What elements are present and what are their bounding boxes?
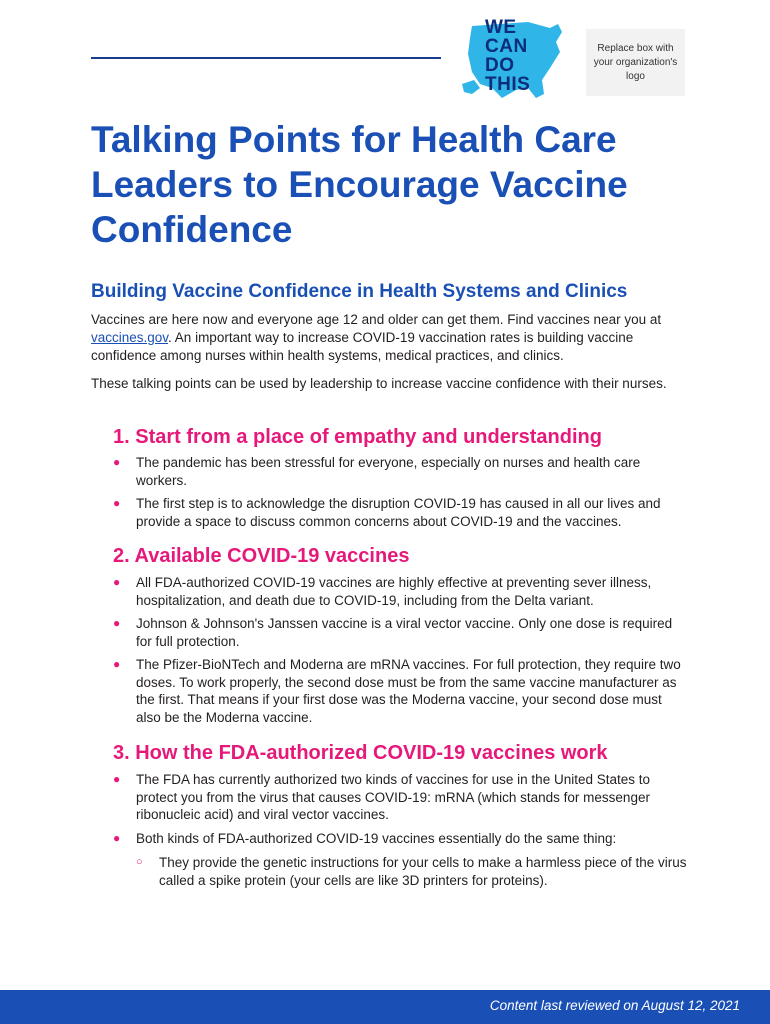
intro-text-start: Vaccines are here now and everyone age 12 and older can get them. Find vaccines near you at bbox=[91, 312, 662, 327]
bullet-icon: ● bbox=[113, 496, 121, 510]
bullet-text: Johnson & Johnson's Janssen vaccine is a viral vector vaccine. Only one dose is required for full protection. bbox=[136, 616, 673, 649]
list-item bbox=[113, 615, 683, 650]
page-title: Talking Points for Health Care Leaders to Encourage Vaccine Confidence bbox=[91, 119, 628, 250]
logo-line-do: DO bbox=[485, 55, 515, 76]
logo-line-we: WE bbox=[485, 17, 517, 38]
list-item bbox=[113, 454, 683, 489]
last-reviewed-text: Content last reviewed on August 12, 2021 bbox=[489, 998, 740, 1013]
sub-bullet-text: They provide the genetic instructions for your cells to make a harmless piece of the virus called a spike protein (your cells are like 3D printers for proteins). bbox=[159, 855, 687, 888]
section-heading-2: 2. Available COVID-19 vaccines bbox=[113, 545, 410, 567]
sub-list-item bbox=[136, 854, 699, 889]
list-item bbox=[113, 771, 683, 824]
logo-wordmark bbox=[485, 18, 530, 94]
intro-paragraph-2: These talking points can be used by leadership to increase vaccine confidence with their nurses. bbox=[91, 376, 667, 391]
bullet-text: The pandemic has been stressful for everyone, especially on nurses and health care workers. bbox=[136, 455, 641, 488]
section-2-list bbox=[113, 574, 683, 732]
bullet-text: All FDA-authorized COVID-19 vaccines are highly effective at preventing sever illness, hospitalization, and death due to COVID-19, including from the Delta variant. bbox=[136, 575, 652, 608]
list-item bbox=[113, 656, 683, 726]
bullet-text: The first step is to acknowledge the disruption COVID-19 has caused in all our lives and provide a space to discuss common concerns about COVID-19 and the vaccines. bbox=[136, 496, 661, 529]
list-item bbox=[113, 574, 683, 609]
bullet-icon: ● bbox=[113, 657, 121, 671]
section-heading-3: 3. How the FDA-authorized COVID-19 vaccines work bbox=[113, 742, 608, 764]
list-item bbox=[113, 830, 683, 848]
bullet-icon: ● bbox=[113, 830, 121, 845]
section-heading-1: 1. Start from a place of empathy and understanding bbox=[113, 426, 602, 448]
intro-paragraph bbox=[91, 311, 691, 365]
vaccines-gov-link[interactable]: vaccines.gov bbox=[91, 330, 169, 345]
section-subtitle: Building Vaccine Confidence in Health Systems and Clinics bbox=[91, 281, 628, 302]
intro-text-end: . An important way to increase COVID-19 vaccination rates is building vaccine confidence among nurses within health systems, medical practices, and clinics. bbox=[91, 330, 634, 363]
hollow-bullet-icon: ○ bbox=[136, 856, 143, 868]
bullet-icon: ● bbox=[113, 772, 121, 786]
footer-bar bbox=[0, 990, 770, 1024]
section-1-list bbox=[113, 454, 683, 536]
bullet-icon: ● bbox=[113, 455, 121, 469]
header-rule bbox=[91, 57, 441, 59]
bullet-text: Both kinds of FDA-authorized COVID-19 vaccines essentially do the same thing: bbox=[136, 830, 617, 846]
we-can-do-this-logo bbox=[458, 18, 570, 102]
bullet-icon: ● bbox=[113, 616, 121, 630]
bullet-icon: ● bbox=[113, 575, 121, 589]
logo-line-this: THIS bbox=[485, 74, 531, 95]
section-3-list bbox=[113, 771, 683, 853]
bullet-text: The FDA has currently authorized two kinds of vaccines for use in the United States to protect you from the virus that causes COVID-19: mRNA (which stands for messenger ribonucleic acid) and viral vector vaccines. bbox=[136, 772, 651, 822]
logo-line-can: CAN bbox=[485, 36, 528, 57]
list-item bbox=[113, 495, 683, 530]
bullet-text: The Pfizer-BioNTech and Moderna are mRNA vaccines. For full protection, they require two doses. To work properly, the second dose must be from the same vaccine manufacturer as the first. That means if your first dose was the Moderna vaccine, your second dose must also be the Moderna vaccine. bbox=[136, 657, 681, 725]
placeholder-text: Replace box with your organization's logo bbox=[593, 42, 678, 82]
organization-logo-placeholder bbox=[586, 29, 685, 96]
